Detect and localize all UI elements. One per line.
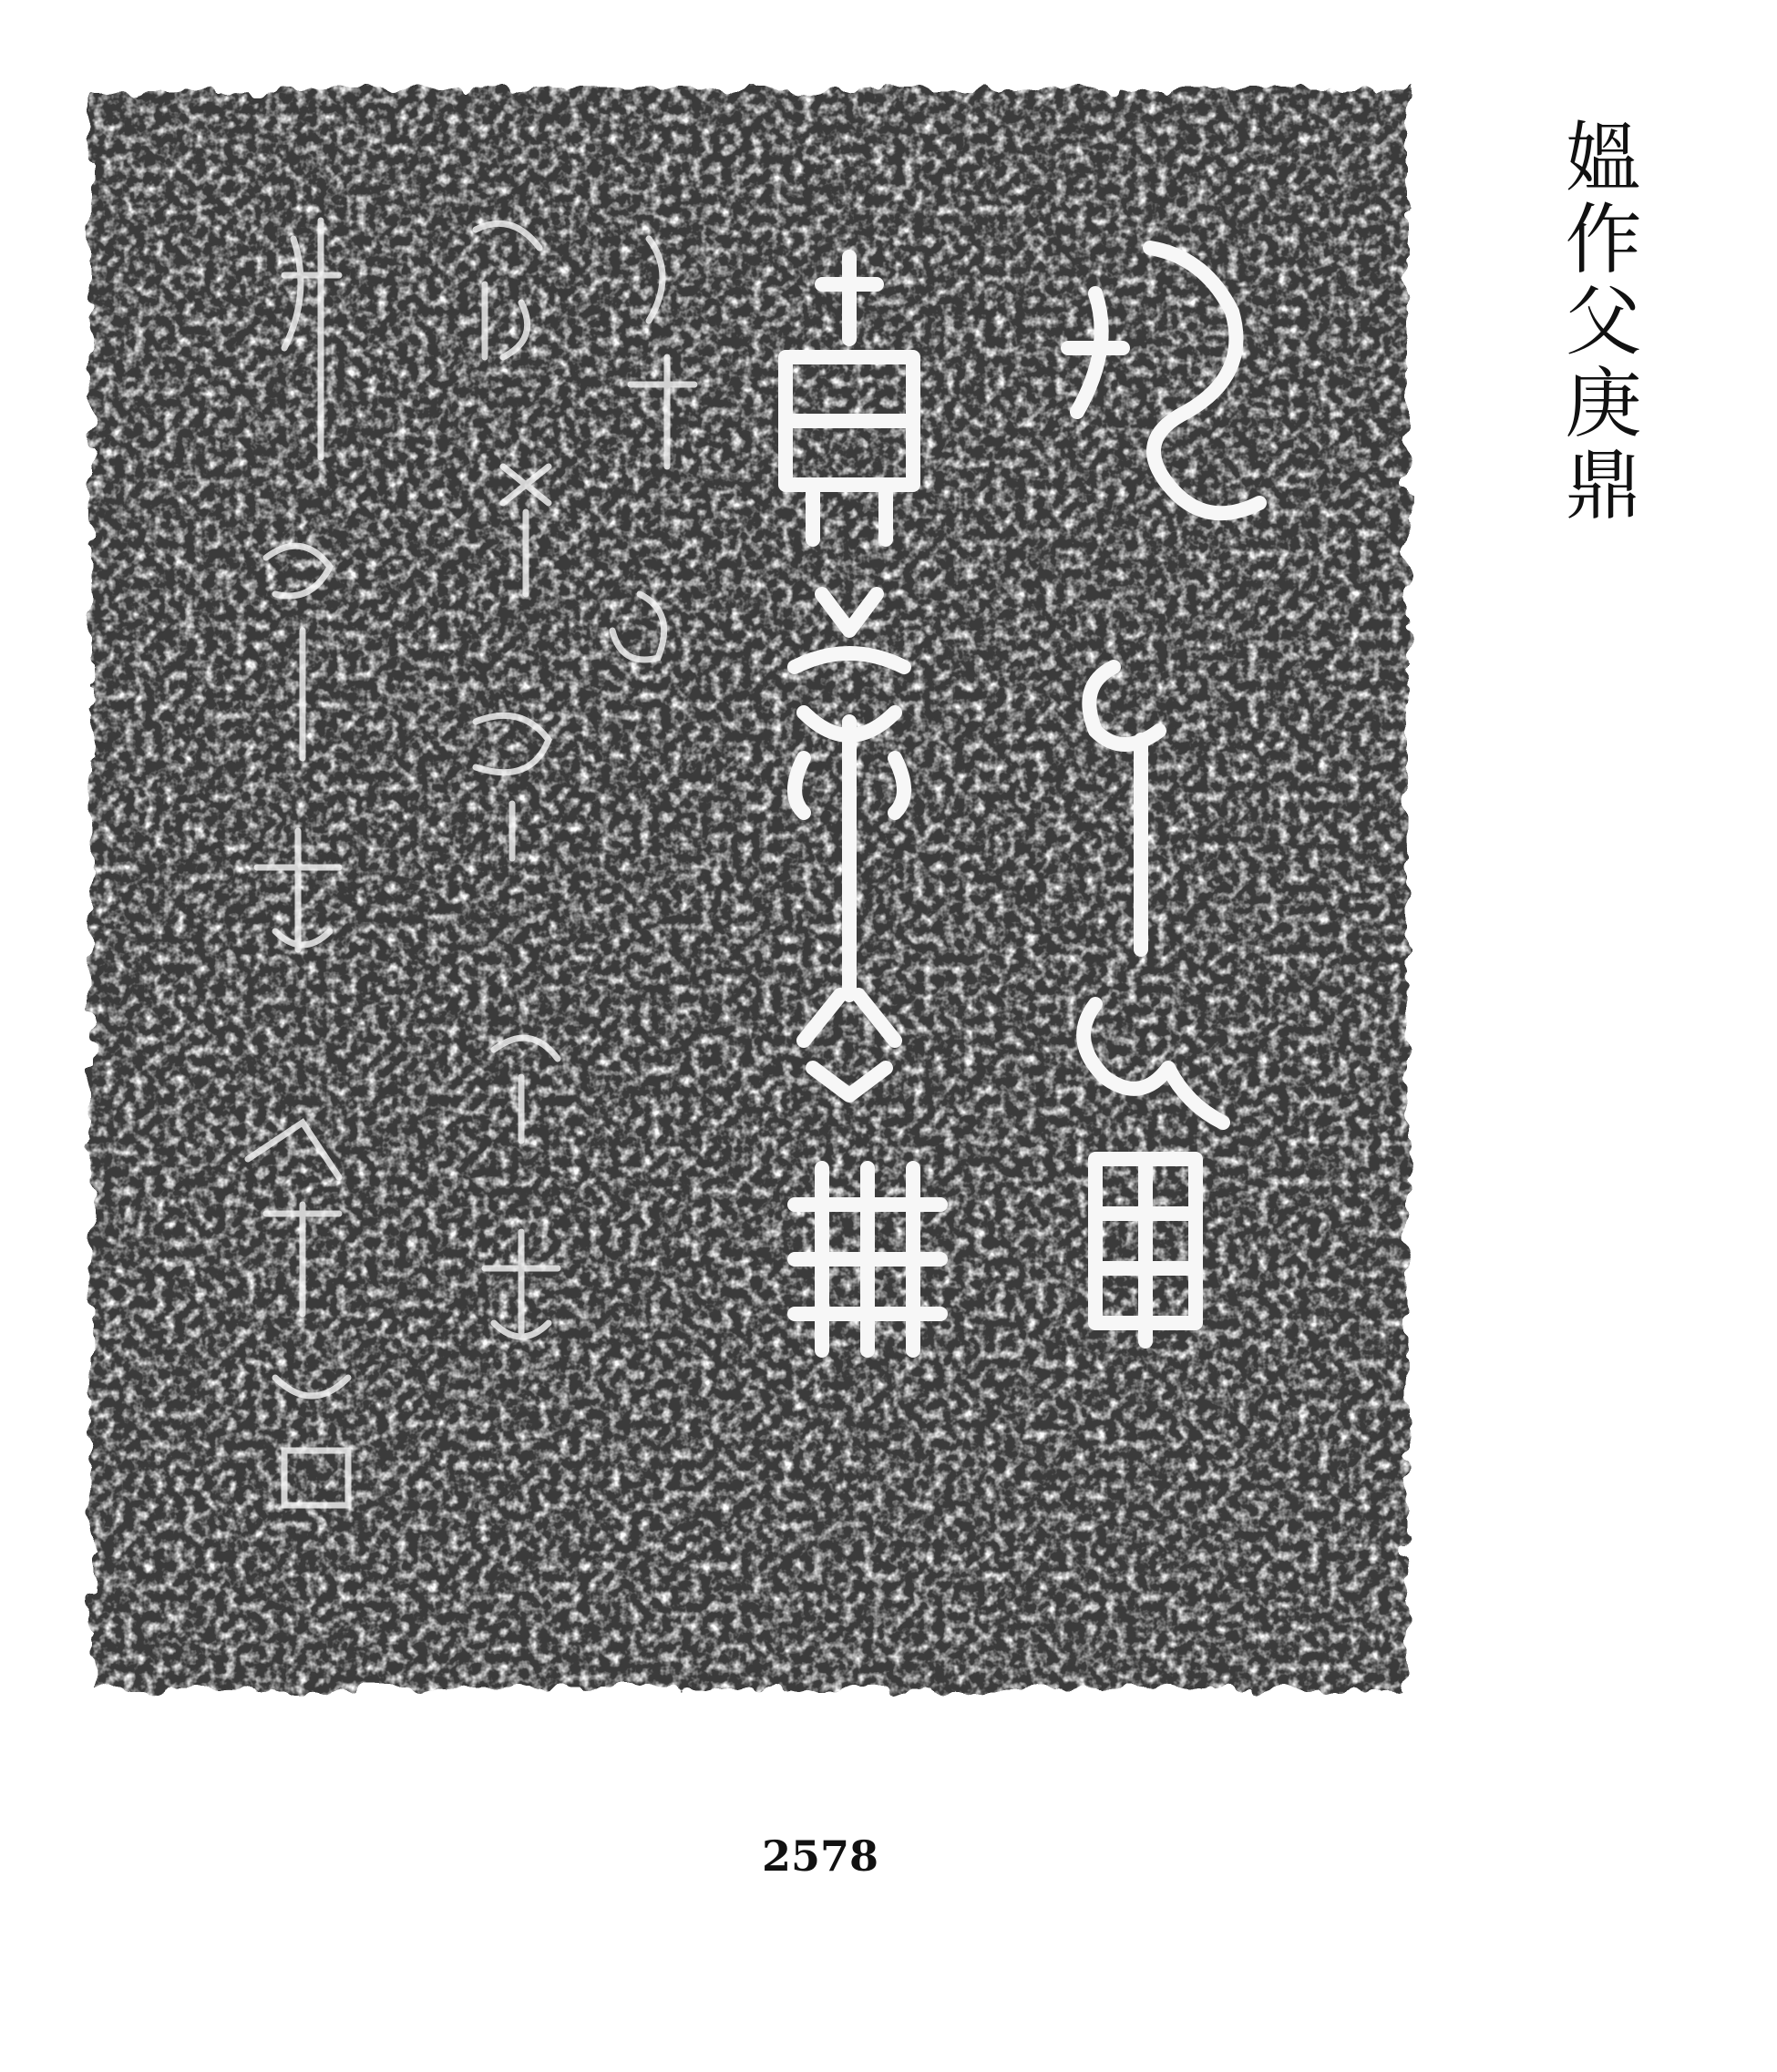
vessel-title: 媼作父庚鼎 (1553, 117, 1642, 527)
plate-number: 2578 (761, 1831, 879, 1881)
inscription-rubbing (84, 84, 1414, 1697)
rubbing-image (84, 84, 1414, 1697)
